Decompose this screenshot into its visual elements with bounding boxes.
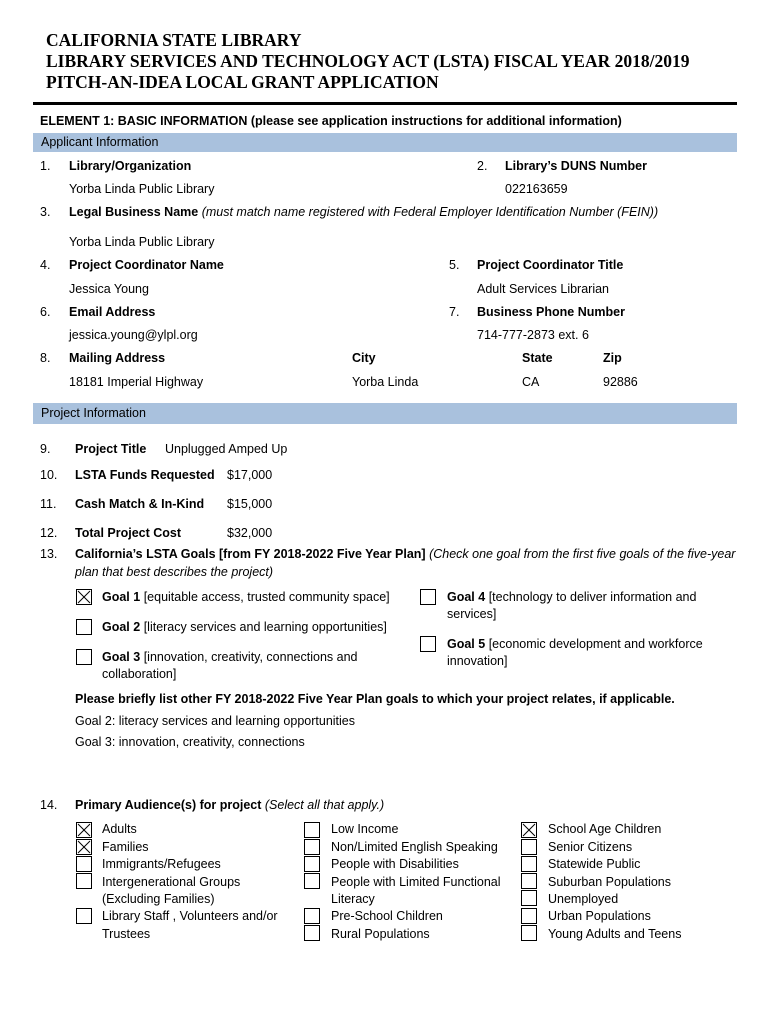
project-section-title: Project Information xyxy=(41,406,146,420)
field-12-label: Total Project Cost xyxy=(75,526,182,540)
audience-low-income-checkbox[interactable] xyxy=(304,822,320,838)
field-2-value[interactable]: 022163659 xyxy=(505,182,568,196)
field-5-value[interactable]: Adult Services Librarian xyxy=(477,282,610,296)
field-12-num: 12. xyxy=(40,526,58,540)
state-label: State xyxy=(522,351,553,365)
audience-immigrants-label: Immigrants/Refugees xyxy=(102,857,221,871)
audience-preschool-label: Pre-School Children xyxy=(331,909,443,923)
audience-limited-literacy-label: People with Limited Functional xyxy=(331,875,501,889)
field-7-num: 7. xyxy=(449,305,460,319)
goal-4-checkbox[interactable] xyxy=(420,589,436,605)
audience-statewide-checkbox[interactable] xyxy=(521,856,537,872)
audience-adults-label: Adults xyxy=(102,822,137,836)
field-13-note: (Check one goal from the first five goals of the five-year xyxy=(425,547,736,561)
header-title-line2: LIBRARY SERVICES AND TECHNOLOGY ACT (LSTA) FISCAL YEAR 2018/2019 xyxy=(46,51,690,71)
audience-suburban-label: Suburban Populations xyxy=(548,875,672,889)
field-14-label: Primary Audience(s) for project xyxy=(75,798,262,812)
city-value[interactable]: Yorba Linda xyxy=(352,375,419,389)
applicant-section-band xyxy=(33,133,737,152)
audience-library-staff-label: Library Staff , Volunteers and/or xyxy=(102,909,278,923)
field-2-label: Library’s DUNS Number xyxy=(505,159,647,173)
field-1-num: 1. xyxy=(40,159,51,173)
field-8-num: 8. xyxy=(40,351,51,365)
audience-urban-label: Urban Populations xyxy=(548,909,651,923)
field-14-label-row xyxy=(75,798,384,812)
field-1-value[interactable]: Yorba Linda Public Library xyxy=(69,182,215,196)
goal-1-checkbox[interactable] xyxy=(76,589,92,605)
zip-label: Zip xyxy=(603,351,622,365)
city-label: City xyxy=(352,351,376,365)
header-rule xyxy=(33,102,737,105)
field-1-label: Library/Organization xyxy=(69,159,192,173)
field-12-value[interactable]: $32,000 xyxy=(227,526,273,540)
field-4-num: 4. xyxy=(40,258,51,272)
element1-heading: ELEMENT 1: BASIC INFORMATION (please see application instructions for additional information) xyxy=(40,114,622,128)
audience-school-age-checkbox[interactable] xyxy=(521,822,537,838)
header-title-line1: CALIFORNIA STATE LIBRARY xyxy=(46,30,302,50)
state-value[interactable]: CA xyxy=(522,375,540,389)
field-14-num: 14. xyxy=(40,798,58,812)
audience-disabilities-checkbox[interactable] xyxy=(304,856,320,872)
goal-3-label: Goal 3 [innovation, creativity, connections and xyxy=(102,650,358,664)
zip-value[interactable]: 92886 xyxy=(603,375,638,389)
goal-3-label-cont: collaboration] xyxy=(102,667,177,681)
field-11-value[interactable]: $15,000 xyxy=(227,497,273,511)
field-6-num: 6. xyxy=(40,305,51,319)
field-10-label: LSTA Funds Requested xyxy=(75,468,215,482)
audience-rural-checkbox[interactable] xyxy=(304,925,320,941)
field-13-label-row xyxy=(75,547,735,561)
goal-1-label: Goal 1 [equitable access, trusted community space] xyxy=(102,590,390,604)
project-section-band xyxy=(33,403,737,424)
field-10-num: 10. xyxy=(40,468,58,482)
audience-statewide-label: Statewide Public xyxy=(548,857,641,871)
field-9-num: 9. xyxy=(40,442,51,456)
goal-4-label-cont: services] xyxy=(447,607,497,621)
goal-5-label-cont: innovation] xyxy=(447,654,508,668)
audience-young-adults-checkbox[interactable] xyxy=(521,925,537,941)
field-3-num: 3. xyxy=(40,205,51,219)
other-goals-prompt: Please briefly list other FY 2018-2022 Five Year Plan goals to which your project relates, if applicable. xyxy=(75,692,675,706)
field-7-value[interactable]: 714-777-2873 ext. 6 xyxy=(477,328,589,342)
field-3-label: Legal Business Name xyxy=(69,205,199,219)
audience-senior-label: Senior Citizens xyxy=(548,840,633,854)
field-13-label: California’s LSTA Goals [from FY 2018-2022 Five Year Plan] xyxy=(75,547,426,561)
field-8-value[interactable]: 18181 Imperial Highway xyxy=(69,375,204,389)
field-6-value[interactable]: jessica.young@ylpl.org xyxy=(69,328,198,342)
audience-unemployed-checkbox[interactable] xyxy=(521,890,537,906)
other-goals-line2[interactable]: Goal 3: innovation, creativity, connections xyxy=(75,735,305,749)
field-11-num: 11. xyxy=(40,497,57,511)
audience-intergenerational-label-cont: (Excluding Families) xyxy=(102,892,215,906)
audience-school-age-label: School Age Children xyxy=(548,822,662,836)
field-14-note: (Select all that apply.) xyxy=(261,798,385,812)
audience-disabilities-label: People with Disabilities xyxy=(331,857,459,871)
other-goals-line1[interactable]: Goal 2: literacy services and learning opportunities xyxy=(75,714,356,728)
audience-library-staff-checkbox[interactable] xyxy=(76,908,92,924)
field-5-num: 5. xyxy=(449,258,460,272)
audience-limited-literacy-label-cont: Literacy xyxy=(331,892,375,906)
field-8-label: Mailing Address xyxy=(69,351,166,365)
field-2-num: 2. xyxy=(477,159,488,173)
audience-immigrants-checkbox[interactable] xyxy=(76,856,92,872)
field-3-label-row xyxy=(69,205,658,219)
audience-families-checkbox[interactable] xyxy=(76,839,92,855)
audience-non-english-label: Non/Limited English Speaking xyxy=(331,840,498,854)
audience-preschool-checkbox[interactable] xyxy=(304,908,320,924)
field-13-num: 13. xyxy=(40,547,58,561)
audience-low-income-label: Low Income xyxy=(331,822,399,836)
field-3-note: (must match name registered with Federal Employer Identification Number (FEIN)) xyxy=(198,205,659,219)
goal-5-label: Goal 5 [economic development and workforce xyxy=(447,637,703,651)
field-4-value[interactable]: Jessica Young xyxy=(69,282,149,296)
field-5-label: Project Coordinator Title xyxy=(477,258,624,272)
field-13-note-cont: plan that best describes the project) xyxy=(75,565,274,579)
audience-intergenerational-label: Intergenerational Groups xyxy=(102,875,241,889)
audience-urban-checkbox[interactable] xyxy=(521,908,537,924)
goal-4-label: Goal 4 [technology to deliver information and xyxy=(447,590,697,604)
audience-unemployed-label: Unemployed xyxy=(548,892,619,906)
field-7-label: Business Phone Number xyxy=(477,305,625,319)
header-title-line3: PITCH-AN-IDEA LOCAL GRANT APPLICATION xyxy=(46,72,439,92)
audience-suburban-checkbox[interactable] xyxy=(521,873,537,889)
audience-adults-checkbox[interactable] xyxy=(76,822,92,838)
applicant-section-title: Applicant Information xyxy=(41,135,159,149)
field-6-label: Email Address xyxy=(69,305,156,319)
audience-senior-checkbox[interactable] xyxy=(521,839,537,855)
field-10-value[interactable]: $17,000 xyxy=(227,468,273,482)
goal-3-checkbox[interactable] xyxy=(76,649,92,665)
goal-2-checkbox[interactable] xyxy=(76,619,92,635)
audience-limited-literacy-checkbox[interactable] xyxy=(304,873,320,889)
audience-library-staff-label-cont: Trustees xyxy=(102,927,151,941)
field-9-value[interactable]: Unplugged Amped Up xyxy=(165,442,288,456)
goal-5-checkbox[interactable] xyxy=(420,636,436,652)
audience-non-english-checkbox[interactable] xyxy=(304,839,320,855)
field-4-label: Project Coordinator Name xyxy=(69,258,224,272)
field-3-value[interactable]: Yorba Linda Public Library xyxy=(69,235,215,249)
goal-2-label: Goal 2 [literacy services and learning opportunities] xyxy=(102,620,387,634)
audience-rural-label: Rural Populations xyxy=(331,927,430,941)
audience-families-label: Families xyxy=(102,840,149,854)
field-9-label: Project Title xyxy=(75,442,147,456)
audience-young-adults-label: Young Adults and Teens xyxy=(548,927,682,941)
field-11-label: Cash Match & In-Kind xyxy=(75,497,205,511)
audience-intergenerational-checkbox[interactable] xyxy=(76,873,92,889)
